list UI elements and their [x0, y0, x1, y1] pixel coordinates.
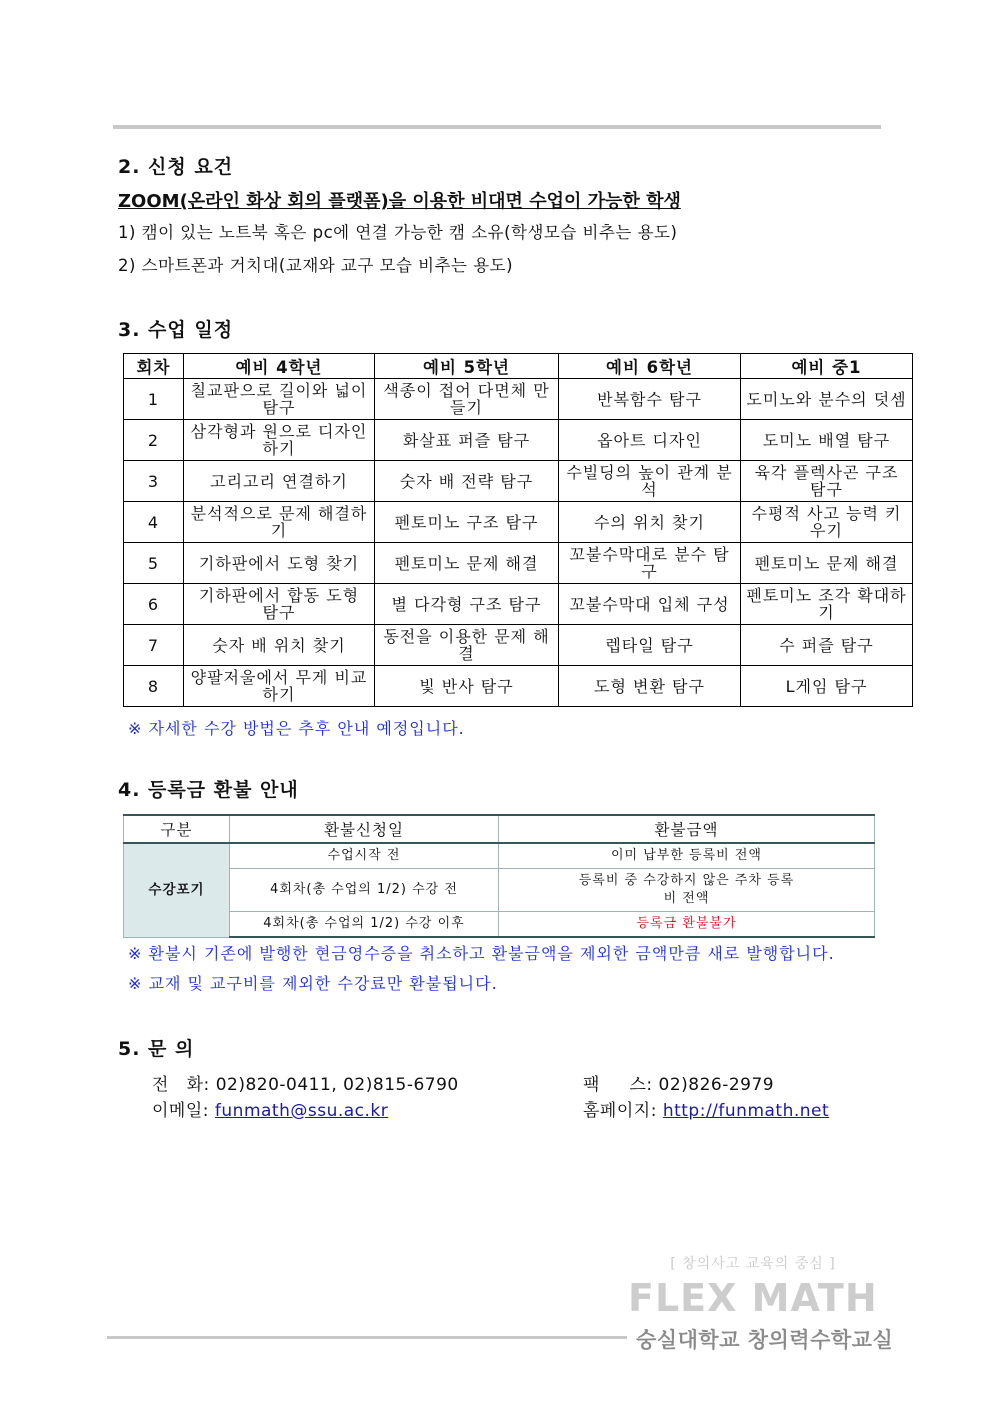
table-row: [124, 584, 913, 625]
table-row: [124, 543, 913, 584]
header-grade-4: 예비 4학년: [184, 354, 375, 379]
table-row: [124, 666, 913, 707]
table-cell: 색종이 접어 다면체 만들기: [375, 379, 559, 420]
refund-amount: 이미 납부한 등록비 전액: [499, 843, 875, 869]
homepage-link[interactable]: http://funmath.net: [662, 1101, 830, 1121]
table-row: [124, 843, 875, 869]
schedule-table: [123, 353, 913, 707]
homepage-label: 홈페이지:: [583, 1101, 657, 1121]
table-cell: 삼각형과 원으로 디자인하기: [184, 420, 375, 461]
table-cell: 육각 플렉사곤 구조 탐구: [741, 461, 913, 502]
header-grade-5: 예비 5학년: [375, 354, 559, 379]
session-number: 2: [124, 420, 184, 461]
table-row: [124, 912, 875, 938]
table-cell: 칠교판으로 길이와 넓이 탐구: [184, 379, 375, 420]
flex-math-logo: FLEX MATH: [628, 1276, 878, 1320]
table-cell: 수 퍼즐 탐구: [741, 625, 913, 666]
header-refund-date: 환불신청일: [230, 815, 499, 843]
table-cell: 기하판에서 도형 찾기: [184, 543, 375, 584]
refund-note-2: ※ 교재 및 교구비를 제외한 수강료만 환불됩니다.: [128, 974, 498, 993]
requirement-subtitle: ZOOM(온라인 화상 회의 플랫폼)을 이용한 비대면 수업이 가능한 학생: [118, 191, 681, 212]
session-number: 7: [124, 625, 184, 666]
phone-label: 전 화:: [152, 1075, 210, 1095]
session-number: 6: [124, 584, 184, 625]
table-cell: 빛 반사 탐구: [375, 666, 559, 707]
schedule-header-row: [124, 354, 913, 379]
bottom-divider: [107, 1336, 627, 1339]
table-cell: 렙타일 탐구: [559, 625, 741, 666]
table-row: [124, 869, 875, 912]
table-cell: 별 다각형 구조 탐구: [375, 584, 559, 625]
section-3-heading: 3. 수업 일정: [118, 319, 234, 341]
logo-tagline: [ 창의사고 교육의 중심 ]: [670, 1256, 836, 1272]
header-category: 구분: [124, 815, 230, 843]
table-cell: 도미노와 분수의 덧셈: [741, 379, 913, 420]
session-number: 5: [124, 543, 184, 584]
session-number: 1: [124, 379, 184, 420]
phone-value: 02)820-0411, 02)815-6790: [215, 1075, 459, 1095]
phone-row: [152, 1070, 459, 1095]
table-cell: 고리고리 연결하기: [184, 461, 375, 502]
refund-date: 수업시작 전: [230, 843, 499, 869]
refund-category: 수강포기: [124, 843, 230, 937]
table-cell: 숫자 배 위치 찾기: [184, 625, 375, 666]
requirement-item-2: 2) 스마트폰과 거치대(교재와 교구 모습 비추는 용도): [118, 256, 514, 275]
table-cell: 꼬불수막대로 분수 탐구: [559, 543, 741, 584]
table-row: [124, 379, 913, 420]
homepage-row: [583, 1096, 829, 1121]
fax-label: 팩 스:: [583, 1075, 653, 1095]
table-row: [124, 625, 913, 666]
session-number: 8: [124, 666, 184, 707]
table-cell: 반복함수 탐구: [559, 379, 741, 420]
table-cell: 수빌딩의 높이 관계 분석: [559, 461, 741, 502]
fax-row: [583, 1070, 774, 1095]
table-cell: 분석적으로 문제 해결하기: [184, 502, 375, 543]
table-cell: 펜토미노 구조 탐구: [375, 502, 559, 543]
header-grade-6: 예비 6학년: [559, 354, 741, 379]
requirement-item-1: 1) 캠이 있는 노트북 혹은 pc에 연결 가능한 캠 소유(학생모습 비추는 용도): [118, 223, 678, 242]
table-cell: 기하판에서 합동 도형 탐구: [184, 584, 375, 625]
section-4-heading: 4. 등록금 환불 안내: [118, 779, 299, 801]
session-number: 4: [124, 502, 184, 543]
schedule-note: ※ 자세한 수강 방법은 추후 안내 예정입니다.: [128, 719, 465, 738]
table-cell: 펜토미노 문제 해결: [375, 543, 559, 584]
table-cell: 동전을 이용한 문제 해결: [375, 625, 559, 666]
table-cell: 펜토미노 조각 확대하기: [741, 584, 913, 625]
section-2-heading: 2. 신청 요건: [118, 156, 234, 178]
table-cell: 숫자 배 전략 탐구: [375, 461, 559, 502]
refund-amount-no-refund: 등록금 환불불가: [499, 912, 875, 938]
fax-value: 02)826-2979: [658, 1075, 775, 1095]
table-cell: L게임 탐구: [741, 666, 913, 707]
table-cell: 펜토미노 문제 해결: [741, 543, 913, 584]
email-row: [152, 1096, 388, 1121]
table-cell: 양팔저울에서 무게 비교하기: [184, 666, 375, 707]
table-cell: 꼬불수막대 입체 구성: [559, 584, 741, 625]
table-cell: 수의 위치 찾기: [559, 502, 741, 543]
table-cell: 옵아트 디자인: [559, 420, 741, 461]
refund-table: [123, 814, 875, 938]
table-row: [124, 461, 913, 502]
table-cell: 수평적 사고 능력 키우기: [741, 502, 913, 543]
header-refund-amount: 환불금액: [499, 815, 875, 843]
table-cell: 도형 변환 탐구: [559, 666, 741, 707]
header-session: 회차: [124, 354, 184, 379]
table-cell: 도미노 배열 탐구: [741, 420, 913, 461]
refund-date: 4회차(총 수업의 1/2) 수강 이후: [230, 912, 499, 938]
table-row: [124, 502, 913, 543]
email-link[interactable]: funmath@ssu.ac.kr: [214, 1101, 389, 1121]
header-middle-1: 예비 중1: [741, 354, 913, 379]
top-divider: [113, 125, 881, 129]
refund-date: 4회차(총 수업의 1/2) 수강 전: [230, 869, 499, 912]
refund-header-row: [124, 815, 875, 843]
refund-note-1: ※ 환불시 기존에 발행한 현금영수증을 취소하고 환불금액을 제외한 금액만큼 새로 발행합니다.: [128, 944, 835, 963]
refund-amount: 등록비 중 수강하지 않은 주차 등록비 전액: [499, 869, 875, 912]
session-number: 3: [124, 461, 184, 502]
table-row: [124, 420, 913, 461]
table-cell: 화살표 퍼즐 탐구: [375, 420, 559, 461]
section-5-heading: 5. 문 의: [118, 1038, 195, 1060]
email-label: 이메일:: [152, 1101, 209, 1121]
organization-name: 숭실대학교 창의력수학교실: [636, 1328, 894, 1352]
